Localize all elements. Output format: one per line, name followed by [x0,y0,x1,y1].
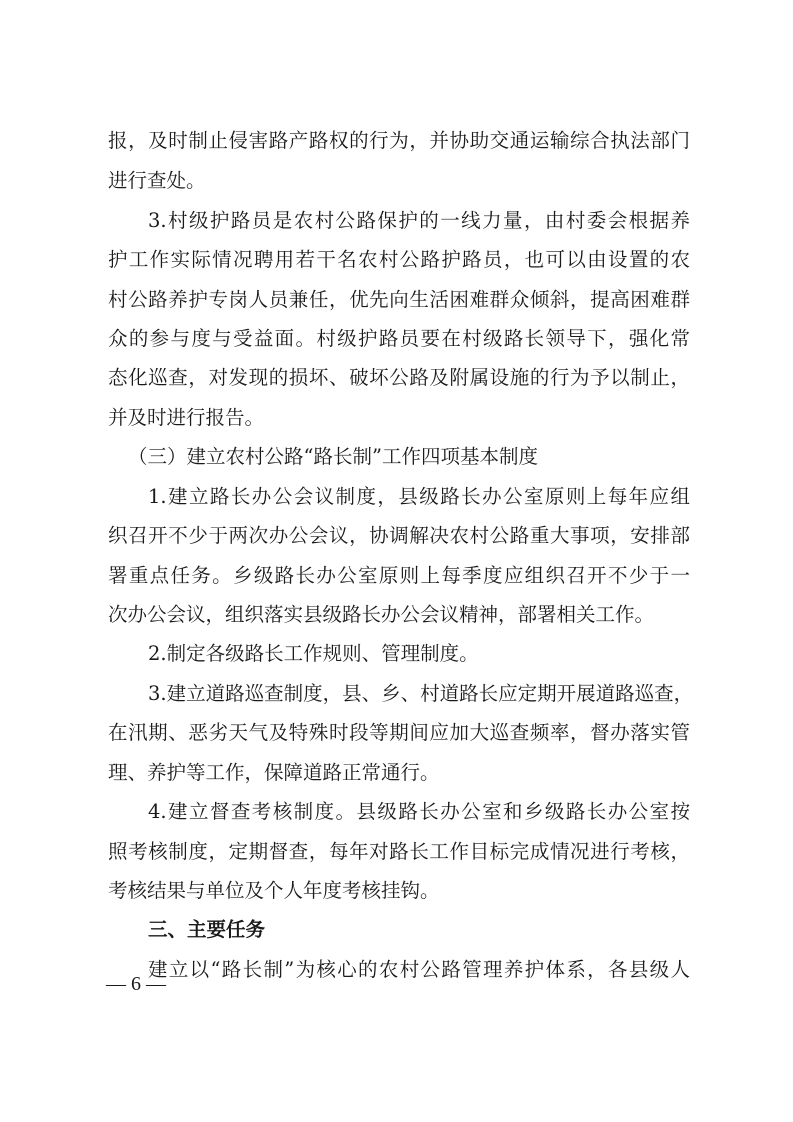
text-line: 署重点任务。乡级路长办公室原则上每季度应组织召开不少于一 [108,564,690,587]
text-line: 3.建立道路巡查制度，县、乡、村道路长应定期开展道路巡查， [148,682,694,705]
text-line: 1.建立路长办公会议制度，县级路长办公室原则上每年应组 [148,485,690,508]
page-number: — 6 — [106,973,166,995]
text-line: 态化巡查，对发现的损坏、破坏公路及附属设施的行为予以制止， [108,366,690,389]
text-line: 村公路养护专岗人员兼任，优先向生活困难群众倾斜，提高困难群 [108,288,690,311]
text-line: 考核结果与单位及个人年度考核挂钩。 [108,879,440,902]
text-line: 护工作实际情况聘用若干名农村公路护路员，也可以由设置的农 [108,248,690,271]
text-line: 并及时进行报告。 [108,406,265,429]
text-line: 进行查处。 [108,169,206,192]
text-line: 报，及时制止侵害路产路权的行为，并协助交通运输综合执法部门 [108,129,690,152]
text-line: 4.建立督查考核制度。县级路长办公室和乡级路长办公室按 [148,800,690,823]
text-line: 理、养护等工作，保障道路正常通行。 [108,761,440,784]
text-line: 在汛期、恶劣天气及特殊时段等期间应加大巡查频率，督办落实管 [108,721,690,744]
text-line: 众的参与度与受益面。村级护路员要在村级路长领导下，强化常 [108,327,690,350]
text-line: 建立以“路长制”为核心的农村公路管理养护体系，各县级人 [148,958,690,981]
section-heading: 三、主要任务 [148,918,266,941]
text-line: 2.制定各级路长工作规则、管理制度。 [148,642,479,665]
text-line: 3.村级护路员是农村公路保护的一线力量，由村委会根据养 [148,209,690,232]
text-line: 织召开不少于两次办公会议，协调解决农村公路重大事项，安排部 [108,524,690,547]
text-line: 次办公会议，组织落实县级路长办公会议精神，部署相关工作。 [108,603,655,626]
text-line: 照考核制度，定期督查，每年对路长工作目标完成情况进行考核， [108,840,690,863]
section-subheading: （三）建立农村公路“路长制”工作四项基本制度 [128,445,538,468]
